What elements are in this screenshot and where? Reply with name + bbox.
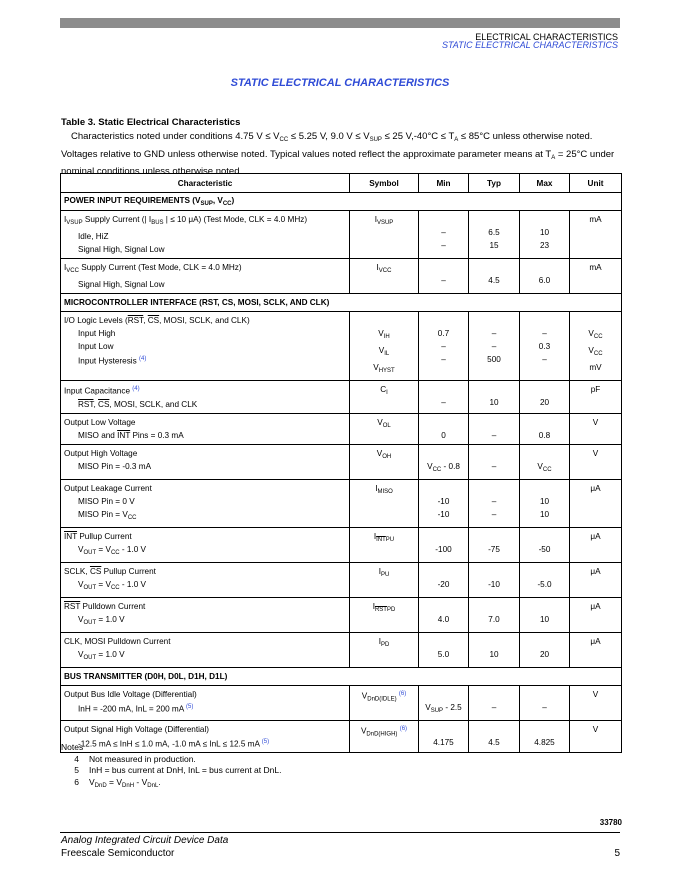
row-max: 10 10 xyxy=(520,479,570,527)
footer-rule xyxy=(60,832,620,833)
table-row xyxy=(61,527,622,562)
row-typ: – xyxy=(469,413,520,444)
group-title: MICROCONTROLLER INTERFACE (RST, CS, MOSI, SCLK, AND CLK) xyxy=(61,294,622,312)
page-number: 5 xyxy=(614,848,620,859)
row-unit: μA xyxy=(570,562,622,597)
row-max: 4.825 xyxy=(520,720,570,753)
row-unit: V xyxy=(570,720,622,753)
row-max: 10 xyxy=(520,597,570,632)
row-min: -100 xyxy=(419,527,469,562)
running-header-chapter: ELECTRICAL CHARACTERISTICS xyxy=(475,32,618,42)
row-min: – xyxy=(419,259,469,294)
footer-company: Freescale Semiconductor xyxy=(61,848,175,859)
group-bus xyxy=(61,667,622,685)
note-6: 6 $V_{DnD} = V_{DnH} - V_{DnL}$. xyxy=(74,776,161,789)
row-min: 0.7 – – xyxy=(419,312,469,381)
row-typ: 4.5 xyxy=(469,720,520,753)
row-symbol: $I_{PD}$ xyxy=(350,632,419,667)
row-unit: μA xyxy=(570,597,622,632)
row-unit: mA xyxy=(570,259,622,294)
col-header-min: Min xyxy=(419,174,469,193)
row-unit: μA xyxy=(570,632,622,667)
row-typ: -75 xyxy=(469,527,520,562)
table-intro: Characteristics noted under conditions 4.75 $V \le V_{CC} \le 5.25$ V, 9.0 $V \le V_{SUP} \le 25$ $V,-40^\circ C \le T_A \le 85^\circ C$ unless otherwise noted. Voltages relative to GND unless otherwise noted. Typical values noted reflect the approximate parameter means at $T_A = 25^\circ C$ under nominal conditions unless otherwise noted. xyxy=(61,131,615,177)
table-row xyxy=(61,259,622,294)
row-min: $V_{CC} - 0.8$ xyxy=(419,444,469,479)
row-symbol: $I_{\overline{INT}PU}$ xyxy=(350,527,419,562)
table-row xyxy=(61,632,622,667)
row-unit: μA xyxy=(570,527,622,562)
row-typ: -10 xyxy=(469,562,520,597)
row-characteristic: $I_{VCC}$ Supply Current (Test Mode, CLK = 4.0 MHz) Signal High, Signal Low xyxy=(61,259,350,294)
row-characteristic: Output Leakage Current MISO Pin = 0 V MISO Pin = $V_{CC}$ xyxy=(61,479,350,527)
col-header-typ: Typ xyxy=(469,174,520,193)
row-min: 5.0 xyxy=(419,632,469,667)
row-max: – 0.3 – xyxy=(520,312,570,381)
row-min: – – xyxy=(419,211,469,259)
row-min: 0 xyxy=(419,413,469,444)
note-4: 4 Not measured in production. xyxy=(74,753,196,764)
row-symbol: $V_{DnD(IDLE)}$ $^{(6)}$ xyxy=(350,685,419,720)
footer-doc-title: Analog Integrated Circuit Device Data xyxy=(61,835,229,846)
group-mcu xyxy=(61,294,622,312)
row-characteristic: $\overline{RST}$ Pulldown Current $V_{OUT} = 1.0$ V xyxy=(61,597,350,632)
table-row xyxy=(61,312,622,381)
group-power xyxy=(61,193,622,211)
table-row xyxy=(61,479,622,527)
row-symbol: $V_{OL}$ xyxy=(350,413,419,444)
table-row xyxy=(61,685,622,720)
table-row xyxy=(61,211,622,259)
col-header-characteristic: Characteristic xyxy=(61,174,350,193)
table-row xyxy=(61,444,622,479)
part-number: 33780 xyxy=(599,818,622,827)
row-typ: – xyxy=(469,444,520,479)
row-symbol: $C_I$ xyxy=(350,381,419,414)
row-min: $V_{SUP} - 2.5$ xyxy=(419,685,469,720)
section-title: STATIC ELECTRICAL CHARACTERISTICS xyxy=(230,77,450,89)
row-unit: V xyxy=(570,444,622,479)
note-5: 5 InH = bus current at DnH, InL = bus current at DnL. xyxy=(74,765,282,775)
col-header-max: Max xyxy=(520,174,570,193)
row-characteristic: SCLK, $\overline{CS}$ Pullup Current $V_{OUT} = V_{CC} - 1.0$ V xyxy=(61,562,350,597)
row-min: 4.175 xyxy=(419,720,469,753)
row-unit: V xyxy=(570,685,622,720)
row-symbol: $I_{VSUP}$ xyxy=(350,211,419,259)
row-symbol: $I_{\overline{RST}PD}$ xyxy=(350,597,419,632)
table-row xyxy=(61,597,622,632)
row-max: 0.8 xyxy=(520,413,570,444)
row-max: -50 xyxy=(520,527,570,562)
row-unit: μA xyxy=(570,479,622,527)
row-max: -5.0 xyxy=(520,562,570,597)
table-title: Table 3. Static Electrical Characteristics xyxy=(61,117,241,128)
running-header-section: STATIC ELECTRICAL CHARACTERISTICS xyxy=(441,40,618,50)
row-max: 10 23 xyxy=(520,211,570,259)
row-min: -10 -10 xyxy=(419,479,469,527)
row-symbol: $I_{MISO}$ xyxy=(350,479,419,527)
row-symbol: $I_{VCC}$ xyxy=(350,259,419,294)
group-title: POWER INPUT REQUIREMENTS ($V_{SUP}$, $V_{CC}$) xyxy=(61,193,622,211)
row-symbol: $V_{IH}$ $V_{IL}$ $V_{HYST}$ xyxy=(350,312,419,381)
row-characteristic: Input Capacitance $^{(4)}$ $\overline{RST}$, $\overline{CS}$, MOSI, SCLK, and CLK xyxy=(61,381,350,414)
row-characteristic: Output High Voltage MISO Pin = -0.3 mA xyxy=(61,444,350,479)
header-rule xyxy=(60,18,620,28)
row-typ: 6.5 15 xyxy=(469,211,520,259)
row-max: 20 xyxy=(520,381,570,414)
row-max: – xyxy=(520,685,570,720)
row-unit: $V_{CC}$ $V_{CC}$ mV xyxy=(570,312,622,381)
row-max: 6.0 xyxy=(520,259,570,294)
row-characteristic: CLK, MOSI Pulldown Current $V_{OUT} = 1.0$ V xyxy=(61,632,350,667)
row-characteristic: $\overline{INT}$ Pullup Current $V_{OUT} = V_{CC} - 1.0$ V xyxy=(61,527,350,562)
row-unit: V xyxy=(570,413,622,444)
row-characteristic: $I_{VSUP}$ Supply Current (| $I_{BUS}$ | ≤ 10 μA) (Test Mode, CLK = 4.0 MHz) Idle, HiZ Signal High, Signal Low xyxy=(61,211,350,259)
notes-heading: Notes xyxy=(61,742,84,752)
row-characteristic: Output Signal High Voltage (Differential) -12.5 mA ≤ InH ≤ 1.0 mA, -1.0 mA ≤ InL ≤ 12.5 mA $^{(5)}$ xyxy=(61,720,350,753)
row-typ: 7.0 xyxy=(469,597,520,632)
row-symbol: $V_{DnD(HIGH)}$ $^{(6)}$ xyxy=(350,720,419,753)
row-symbol: $V_{OH}$ xyxy=(350,444,419,479)
static-characteristics-table xyxy=(60,173,622,753)
row-min: -20 xyxy=(419,562,469,597)
row-unit: pF xyxy=(570,381,622,414)
row-max: 20 xyxy=(520,632,570,667)
row-symbol: $I_{PU}$ xyxy=(350,562,419,597)
col-header-unit: Unit xyxy=(570,174,622,193)
row-typ: 10 xyxy=(469,632,520,667)
row-typ: – – 500 xyxy=(469,312,520,381)
table-row xyxy=(61,413,622,444)
col-header-symbol: Symbol xyxy=(350,174,419,193)
row-characteristic: I/O Logic Levels ($\overline{RST}$, $\overline{CS}$, MOSI, SCLK, and CLK) Input High Input Low Input Hysteresis $^{(4)}$ xyxy=(61,312,350,381)
row-characteristic: Output Bus Idle Voltage (Differential) InH = -200 mA, InL = 200 mA $^{(5)}$ xyxy=(61,685,350,720)
row-typ: – xyxy=(469,685,520,720)
row-min: 4.0 xyxy=(419,597,469,632)
row-typ: 10 xyxy=(469,381,520,414)
row-typ: 4.5 xyxy=(469,259,520,294)
table-notes xyxy=(61,742,281,792)
table-row xyxy=(61,381,622,414)
row-max: $V_{CC}$ xyxy=(520,444,570,479)
table-header-row xyxy=(61,174,622,193)
group-title: BUS TRANSMITTER (D0H, D0L, D1H, D1L) xyxy=(61,667,622,685)
row-characteristic: Output Low Voltage MISO and $\overline{INT}$ Pins = 0.3 mA xyxy=(61,413,350,444)
row-min: – xyxy=(419,381,469,414)
table-row xyxy=(61,562,622,597)
row-typ: – – xyxy=(469,479,520,527)
row-unit: mA xyxy=(570,211,622,259)
